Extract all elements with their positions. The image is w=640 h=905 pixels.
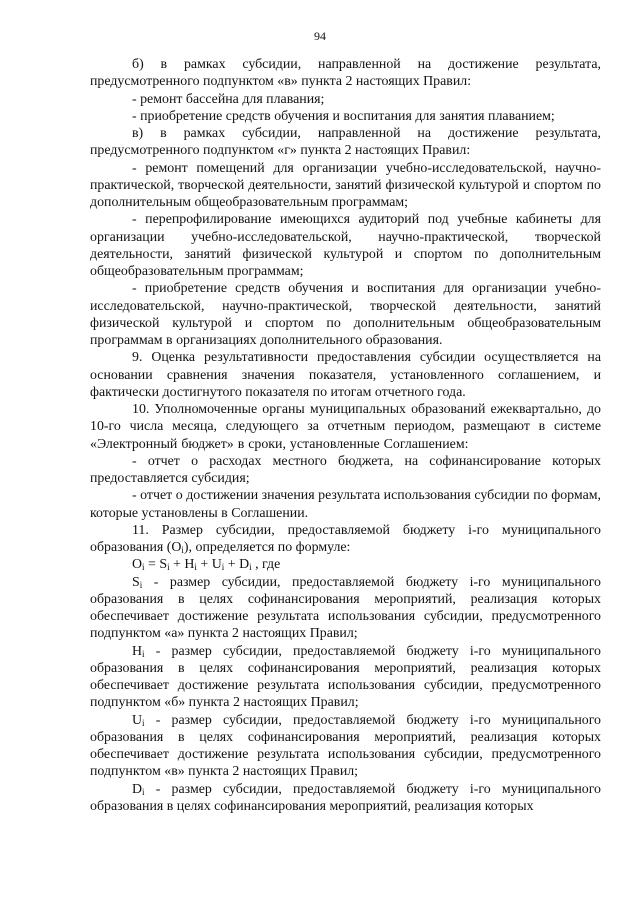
definition-h-text: - размер субсидии, предоставляемой бюджету i-го муниципального образования в целях софинансирования мероприятий, реализация которых обеспечивает достижение результата использования субсидии, предусмотренного подпунктом «б» пункта 2 настоящих Правил; <box>90 643 601 711</box>
list-item-pool-repair: - ремонт бассейна для плавания; <box>132 91 325 107</box>
formula-plus: + <box>196 557 212 573</box>
formula-plus: + <box>224 557 240 573</box>
definition-symbol-d: D <box>132 781 143 797</box>
subsidy-formula <box>90 556 601 573</box>
paragraph-11-size <box>90 522 601 557</box>
definition-s-text: - размер субсидии, предоставляемой бюджету i-го муниципального образования в целях софинансирования мероприятий, реализация которых обеспечивает достижение результата использования субсидии, предусмотренного подпунктом «а» пункта 2 настоящих Правил; <box>90 574 601 642</box>
formula-symbol-d: D <box>239 557 250 573</box>
subscript-i: i <box>221 562 225 573</box>
formula-symbol-o: O <box>132 557 143 573</box>
list-item-result-report: - отчет о достижении значения результата использования субсидии по формам, которые установлены в Соглашении. <box>90 488 601 521</box>
subscript-i: i <box>142 562 145 573</box>
list-item-premises-repair: - ремонт помещений для организации учебно-исследовательской, научно-практической, творческой деятельности, занятий физической культурой и спортом по дополнительным общеобразовательным программам; <box>90 160 601 210</box>
subscript-i: i <box>181 545 184 555</box>
subscript-i: i <box>167 562 170 573</box>
subscript-i: i <box>194 562 197 573</box>
paragraph-v-intro: в) в рамках субсидии, направленной на достижение результата, предусмотренного подпунктом «г» пункта 2 настоящих Правил: <box>90 126 601 159</box>
definition-u-text: - размер субсидии, предоставляемой бюджету i-го муниципального образования в целях софинансирования мероприятий, реализация которых обеспечивает достижение результата использования субсидии, предусмотренного подпунктом «в» пункта 2 настоящих Правил; <box>90 712 601 780</box>
paragraph-10-reporting: 10. Уполномоченные органы муниципальных образований ежеквартально, до 10-го числа месяца, следующего за отчетным периодом, размещают в системе «Электронный бюджет» в сроки, установленные Соглашением: <box>90 402 601 452</box>
definition-symbol-h: H <box>132 643 143 659</box>
formula-symbol-h: H <box>184 557 195 573</box>
page-number: 94 <box>314 29 326 43</box>
definition-symbol-s: S <box>132 574 140 590</box>
definition-symbol-u: U <box>132 712 143 728</box>
list-item-education-equipment: - приобретение средств обучения и воспитания для организации учебно-исследовательской, научно-практической, творческой деятельности, занятий физической культурой и спортом по дополнительным общеобразовательным программам в организациях дополнительного образования. <box>90 281 601 348</box>
subscript-i: i <box>249 562 252 573</box>
definition-u <box>90 712 601 781</box>
subscript-i: i <box>142 648 145 659</box>
formula-equals: = <box>144 557 160 573</box>
formula-symbol-u: U <box>211 557 222 573</box>
document-body <box>90 56 601 815</box>
definition-d <box>90 781 601 816</box>
paragraph-b-intro: б) в рамках субсидии, направленной на достижение результата, предусмотренного подпунктом «в» пункта 2 настоящих Правил: <box>90 57 601 90</box>
formula-plus: + <box>169 557 185 573</box>
paragraph-11-text-start: 11. Размер субсидии, предоставляемой бюджету i-го муниципального образования (O <box>90 522 601 555</box>
definition-d-text: - размер субсидии, предоставляемой бюджету i-го муниципального образования в целях софинансирования мероприятий, реализация которых <box>90 781 601 814</box>
subscript-i: i <box>142 786 145 797</box>
paragraph-11-text-end: ), определяется по формуле: <box>183 540 351 555</box>
subscript-i: i <box>142 717 145 728</box>
definition-s <box>90 574 601 643</box>
list-item-classroom-conversion: - перепрофилирование имеющихся аудиторий под учебные кабинеты для организации учебно-исследовательской, научно-практической, творческой деятельности, занятий физической культурой и спортом по дополнительным общеобразовательным программам; <box>90 212 601 279</box>
paragraph-9-evaluation: 9. Оценка результативности предоставления субсидии осуществляется на основании сравнения значения показателя, установленного соглашением, и фактически достигнутого показателя по итогам отчетного года. <box>90 350 601 400</box>
list-item-swimming-equipment: - приобретение средств обучения и воспитания для занятия плаванием; <box>132 108 555 124</box>
formula-where: , где <box>251 557 281 573</box>
list-item-expense-report: - отчет о расходах местного бюджета, на софинансирование которых предоставляется субсидия; <box>90 453 601 486</box>
definition-h <box>90 643 601 712</box>
subscript-i: i <box>139 579 143 590</box>
formula-symbol-s: S <box>159 557 168 573</box>
